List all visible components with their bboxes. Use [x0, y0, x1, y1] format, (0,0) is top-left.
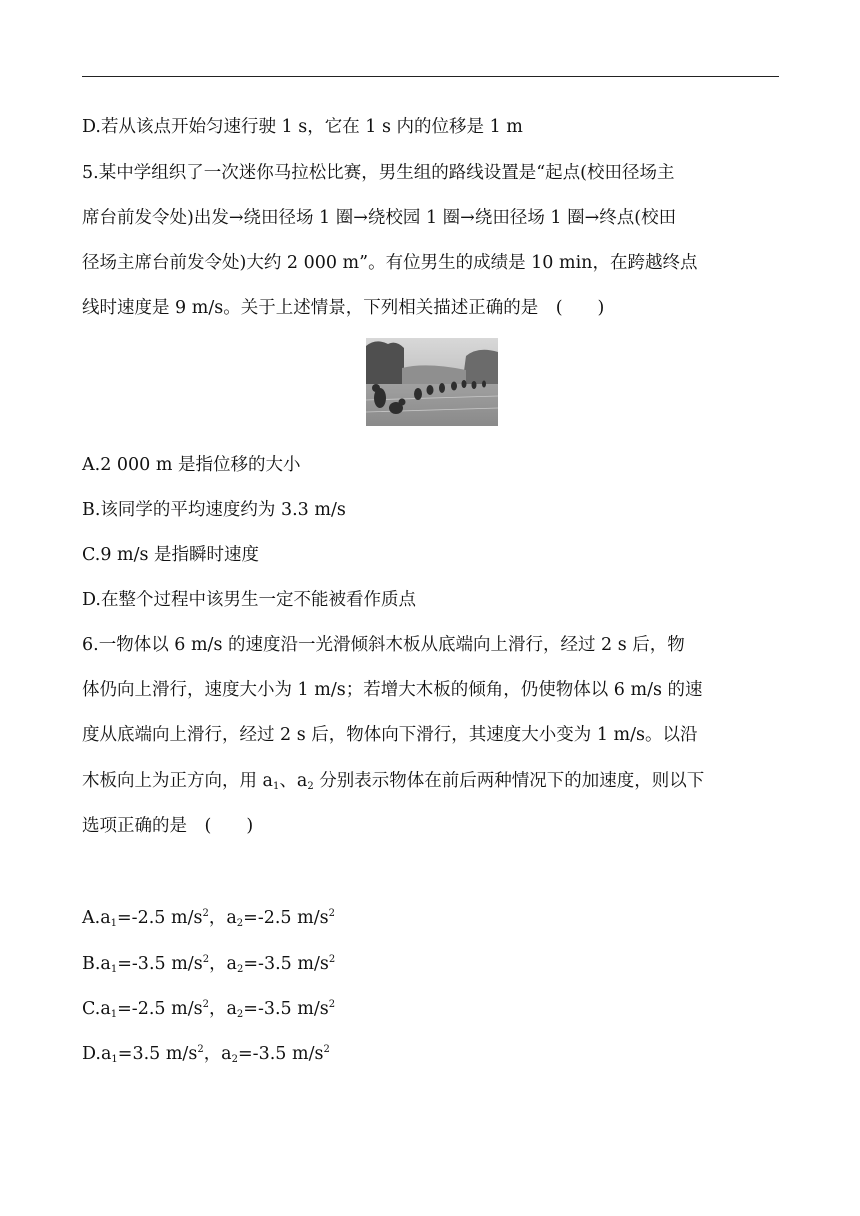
q6-stem-line-3: 度从底端向上滑行，经过 2 s 后，物体向下滑行，其速度大小变为 1 m/s。以沿: [82, 725, 698, 745]
q6-stem-line-4: 木板向上为正方向，用 $a_1$、$a_2$ 分别表示物体在前后两种情况下的加速度，则以下: [82, 771, 705, 792]
q6-option-c: $C.a_1=-2.5$ $m/s^2$，$a_2=-3.5$ $m/s^2$: [82, 999, 336, 1020]
q5-stem-line-2: 席台前发令处)出发→绕田径场 1 圈→绕校园 1 圈→绕田径场 1 圈→终点(校田: [82, 208, 677, 228]
q6-stem-line-5: 选项正确的是 ( ): [82, 816, 254, 836]
q6-stem-line-2: 体仍向上滑行，速度大小为 1 m/s；若增大木板的倾角，仍使物体以 6 m/s 的速: [82, 680, 703, 700]
q4-option-d: D.若从该点开始匀速行驶 1 s，它在 1 s 内的位移是 1 m: [82, 117, 523, 137]
q5-option-b: B.该同学的平均速度约为 3.3 m/s: [82, 500, 346, 520]
q6-option-b: $B.a_1=-3.5$ $m/s^2$，$a_2=-3.5$ $m/s^2$: [82, 954, 336, 975]
q6-option-d: $D.a_1=3.5$ $m/s^2$，$a_2=-3.5$ $m/s^2$: [82, 1044, 330, 1065]
q5-stem-line-4: 线时速度是 9 m/s。关于上述情景，下列相关描述正确的是 ( ): [82, 298, 605, 318]
q5-option-c: C.9 m/s 是指瞬时速度: [82, 545, 260, 565]
q5-option-d: D.在整个过程中该男生一定不能被看作质点: [82, 590, 416, 610]
q5-option-a: A.2 000 m 是指位移的大小: [82, 455, 301, 475]
runners-photo-graphic: [366, 338, 498, 426]
header-rule: [82, 76, 779, 77]
q5-stem-line-1: 5.某中学组织了一次迷你马拉松比赛，男生组的路线设置是“起点(校田径场主: [82, 163, 675, 183]
q5-stem-line-3: 径场主席台前发令处)大约 2 000 m”。有位男生的成绩是 10 min，在跨越终点: [82, 253, 698, 273]
q6-option-a: $A.a_1=-2.5$ $m/s^2$，$a_2=-2.5$ $m/s^2$: [82, 908, 335, 929]
runners-start-photo: [366, 338, 498, 426]
q6-stem-line-1: 6.一物体以 6 m/s 的速度沿一光滑倾斜木板从底端向上滑行，经过 2 s 后，物: [82, 635, 685, 655]
